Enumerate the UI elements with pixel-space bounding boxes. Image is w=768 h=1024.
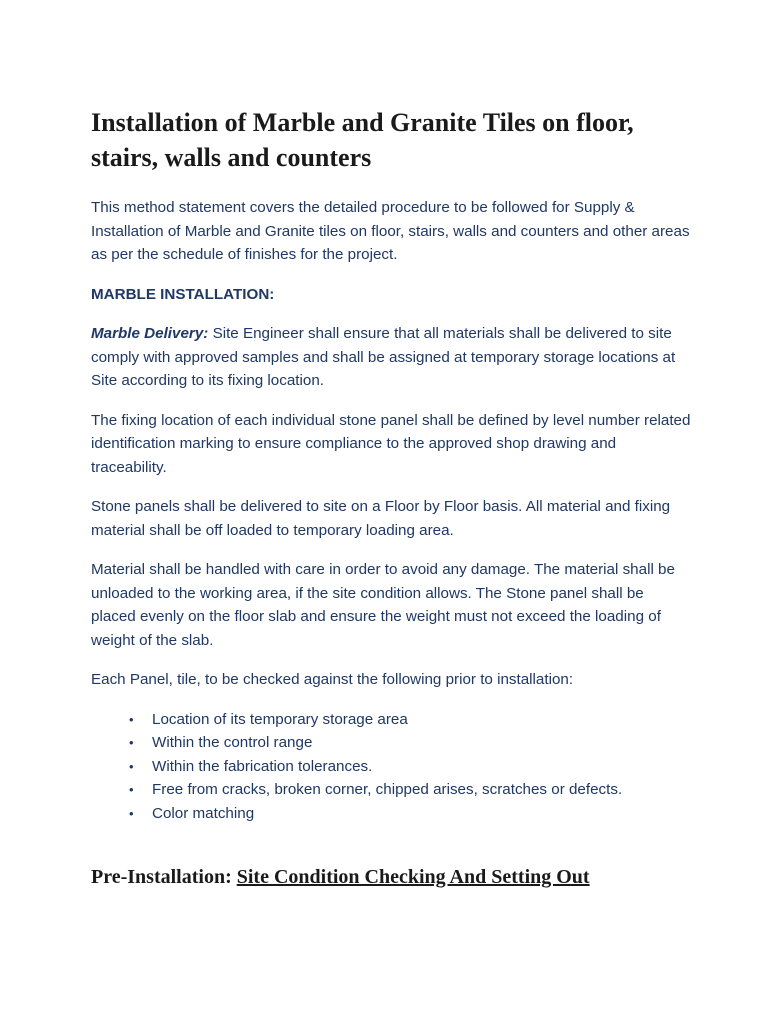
marble-delivery-text: Site Engineer shall ensure that all materials shall be delivered to site comply with approved samples and shall be assigned at temporary storage locations at Site according to its fixing location. [91,325,676,389]
list-item-text: Location of its temporary storage area [152,710,408,728]
list-item [129,755,691,779]
bullet-icon: • [129,735,134,750]
list-item [129,802,691,826]
bullet-icon: • [129,805,134,821]
marble-delivery-label: Marble Delivery: [91,325,209,342]
bullet-icon: • [129,758,134,774]
list-item [129,708,691,732]
intro-paragraph: This method statement covers the detailed procedure to be followed for Supply & Installation of Marble and Granite tiles on floor, stairs, walls and counters and other areas as per the schedule of finishes for the project. [91,199,690,263]
pre-installation-subheading: Site Condition Checking And Setting Out [236,866,590,888]
pre-installation-heading [91,863,691,891]
check-intro-paragraph: Each Panel, tile, to be checked against the following prior to installation: [91,671,574,688]
document-title: Installation of Marble and Granite Tiles on floor, stairs, walls and counters [91,108,634,172]
list-item-text: Within the fabrication tolerances. [152,757,373,775]
section-heading-marble-installation: MARBLE INSTALLATION: [91,285,275,303]
list-item-text: Free from cracks, broken corner, chipped arises, scratches or defects. [152,781,623,798]
list-item [129,731,691,755]
handling-paragraph: Material shall be handled with care in order to avoid any damage. The material shall be unloaded to the working area, if the site condition allows. The Stone panel shall be placed evenly on the floor slab and ensure the weight must not exceed the loading of weight of the slab. [91,561,675,649]
list-item [129,778,691,802]
fixing-location-paragraph: The fixing location of each individual stone panel shall be defined by level number related identification marking to ensure compliance to the approved shop drawing and traceability. [91,411,691,476]
floor-basis-paragraph: Stone panels shall be delivered to site on a Floor by Floor basis. All material and fixing material shall be off loaded to temporary loading area. [91,498,671,539]
bullet-icon: • [129,782,134,797]
bullet-icon: • [129,711,134,727]
pre-installation-label: Pre-Installation: [91,866,237,888]
list-item-text: Within the control range [152,734,313,751]
marble-delivery-paragraph [91,322,691,393]
list-item-text: Color matching [152,804,255,822]
document-content [91,105,691,891]
checklist [91,708,691,826]
